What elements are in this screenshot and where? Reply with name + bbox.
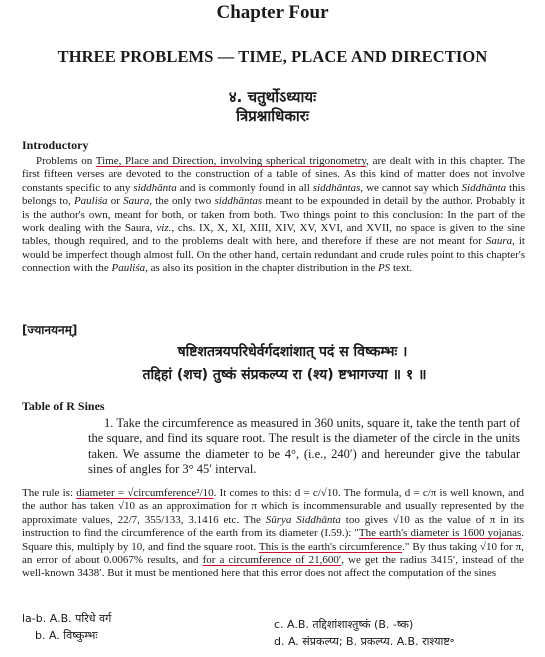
verse-line-1: षष्टिशतत्रयपरिधेर्वर्गदशांशात् पदं स विष्कम्भः । <box>177 344 408 360</box>
chapter-heading: Chapter Four <box>216 2 329 23</box>
footnote: d. A. संप्रकल्प्य; B. प्रकल्प्य. A.B. राश्याष्ट॰ <box>274 635 455 648</box>
underlined-phrase: for a circumference of 21,600′ <box>202 554 342 567</box>
translation-paragraph: 1. Take the circumference as measured in 360 units, square it, take the tenth part of the square, and find its square root. The result is the diameter of the circle in the units taken. We assume the diameter to be 4°, (i.e., 240′) and hereunder give the tabular sines of angles for 3° 45′ interval. <box>88 416 520 477</box>
sanskrit-heading-number: ४. चतुर्थोऽध्यायः <box>228 88 317 106</box>
chapter-title: THREE PROBLEMS — TIME, PLACE AND DIRECTION <box>57 47 488 66</box>
table-heading: Table of R Sines <box>22 399 105 413</box>
intro-heading: Introductory <box>22 138 89 152</box>
footnote: c. A.B. तद्दिशांशाश्तुष्कं (B. -ष्क) <box>274 618 414 631</box>
commentary-paragraph: The rule is: diameter = √circumference²/10. It comes to this: d = c/√10. The formula, d = c/π is well known, and the author has taken √10 as an approximation for π which is incommensurable and usually represented by the approximate values, 22/7, 355/133, 3.1416 etc. The Sūrya Siddhānta too gives √10 as the value of π in its instruction to find the circumference of the earth from its diameter (I.59.): "The earth's diameter is 1600 yojanas. Square this, multiply by 10, and find the square root. This is the earth's circumference." By thus taking √10 for π, an error of about 0.0067% results, and for a circumference of 21,600′, we get the radius 3415′, instead of the well-known 3438′. But it must be mentioned here that this error does not affect the computation of the sines <box>22 487 524 580</box>
underlined-phrase: Time, Place and Direction, involving spherical trigonometry <box>95 155 367 167</box>
underlined-quote: The earth's diameter is 1600 yojanas <box>358 527 522 540</box>
verse-line-2: तद्दिहां (शच) तुष्कं संप्रकल्प्य रा (श्य) ष्टभागज्या ॥ १ ॥ <box>142 367 427 383</box>
sanskrit-heading-title: त्रिप्रश्नाधिकारः <box>236 107 309 125</box>
intro-paragraph: Problems on Time, Place and Direction, involving spherical trigonometry, are dealt with in this chapter. The first fifteen verses are devoted to the construction of a table of sines. As this kind of matter does not involve constants specific to any siddhānta and is commonly found in all siddhāntas, we cannot say which Siddhānta this belongs to, Pauliśa or Saura, the only two siddhāntas meant to be expounded in detail by the author. Probably it is the author's own, meant for both, or taken from both. Two things point to this conclusion: In the part of the work dealing with the Saura, viz., chs. IX, X, XI, XIII, XIV, XV, XVI, and XVII, no space is given to the sine tables, though required, and to the problems dealt with here, and therefore if these are not meant for Saura, it would be imperfect though almost full. On the other hand, certain redundant and crude rules point to this chapter's connection with the Pauliśa, as also its position in the chapter distribution in the PS text. <box>22 155 525 275</box>
underlined-quote: This is the earth's circumference <box>258 540 403 553</box>
footnote: la-b. A.B. परिधे वर्ग <box>22 612 112 625</box>
footnote: b. A. विष्कुम्भः <box>35 629 98 642</box>
section-label: [ज्यानयनम्] <box>22 323 78 337</box>
underlined-formula: diameter = √circumference²/10 <box>76 487 214 499</box>
